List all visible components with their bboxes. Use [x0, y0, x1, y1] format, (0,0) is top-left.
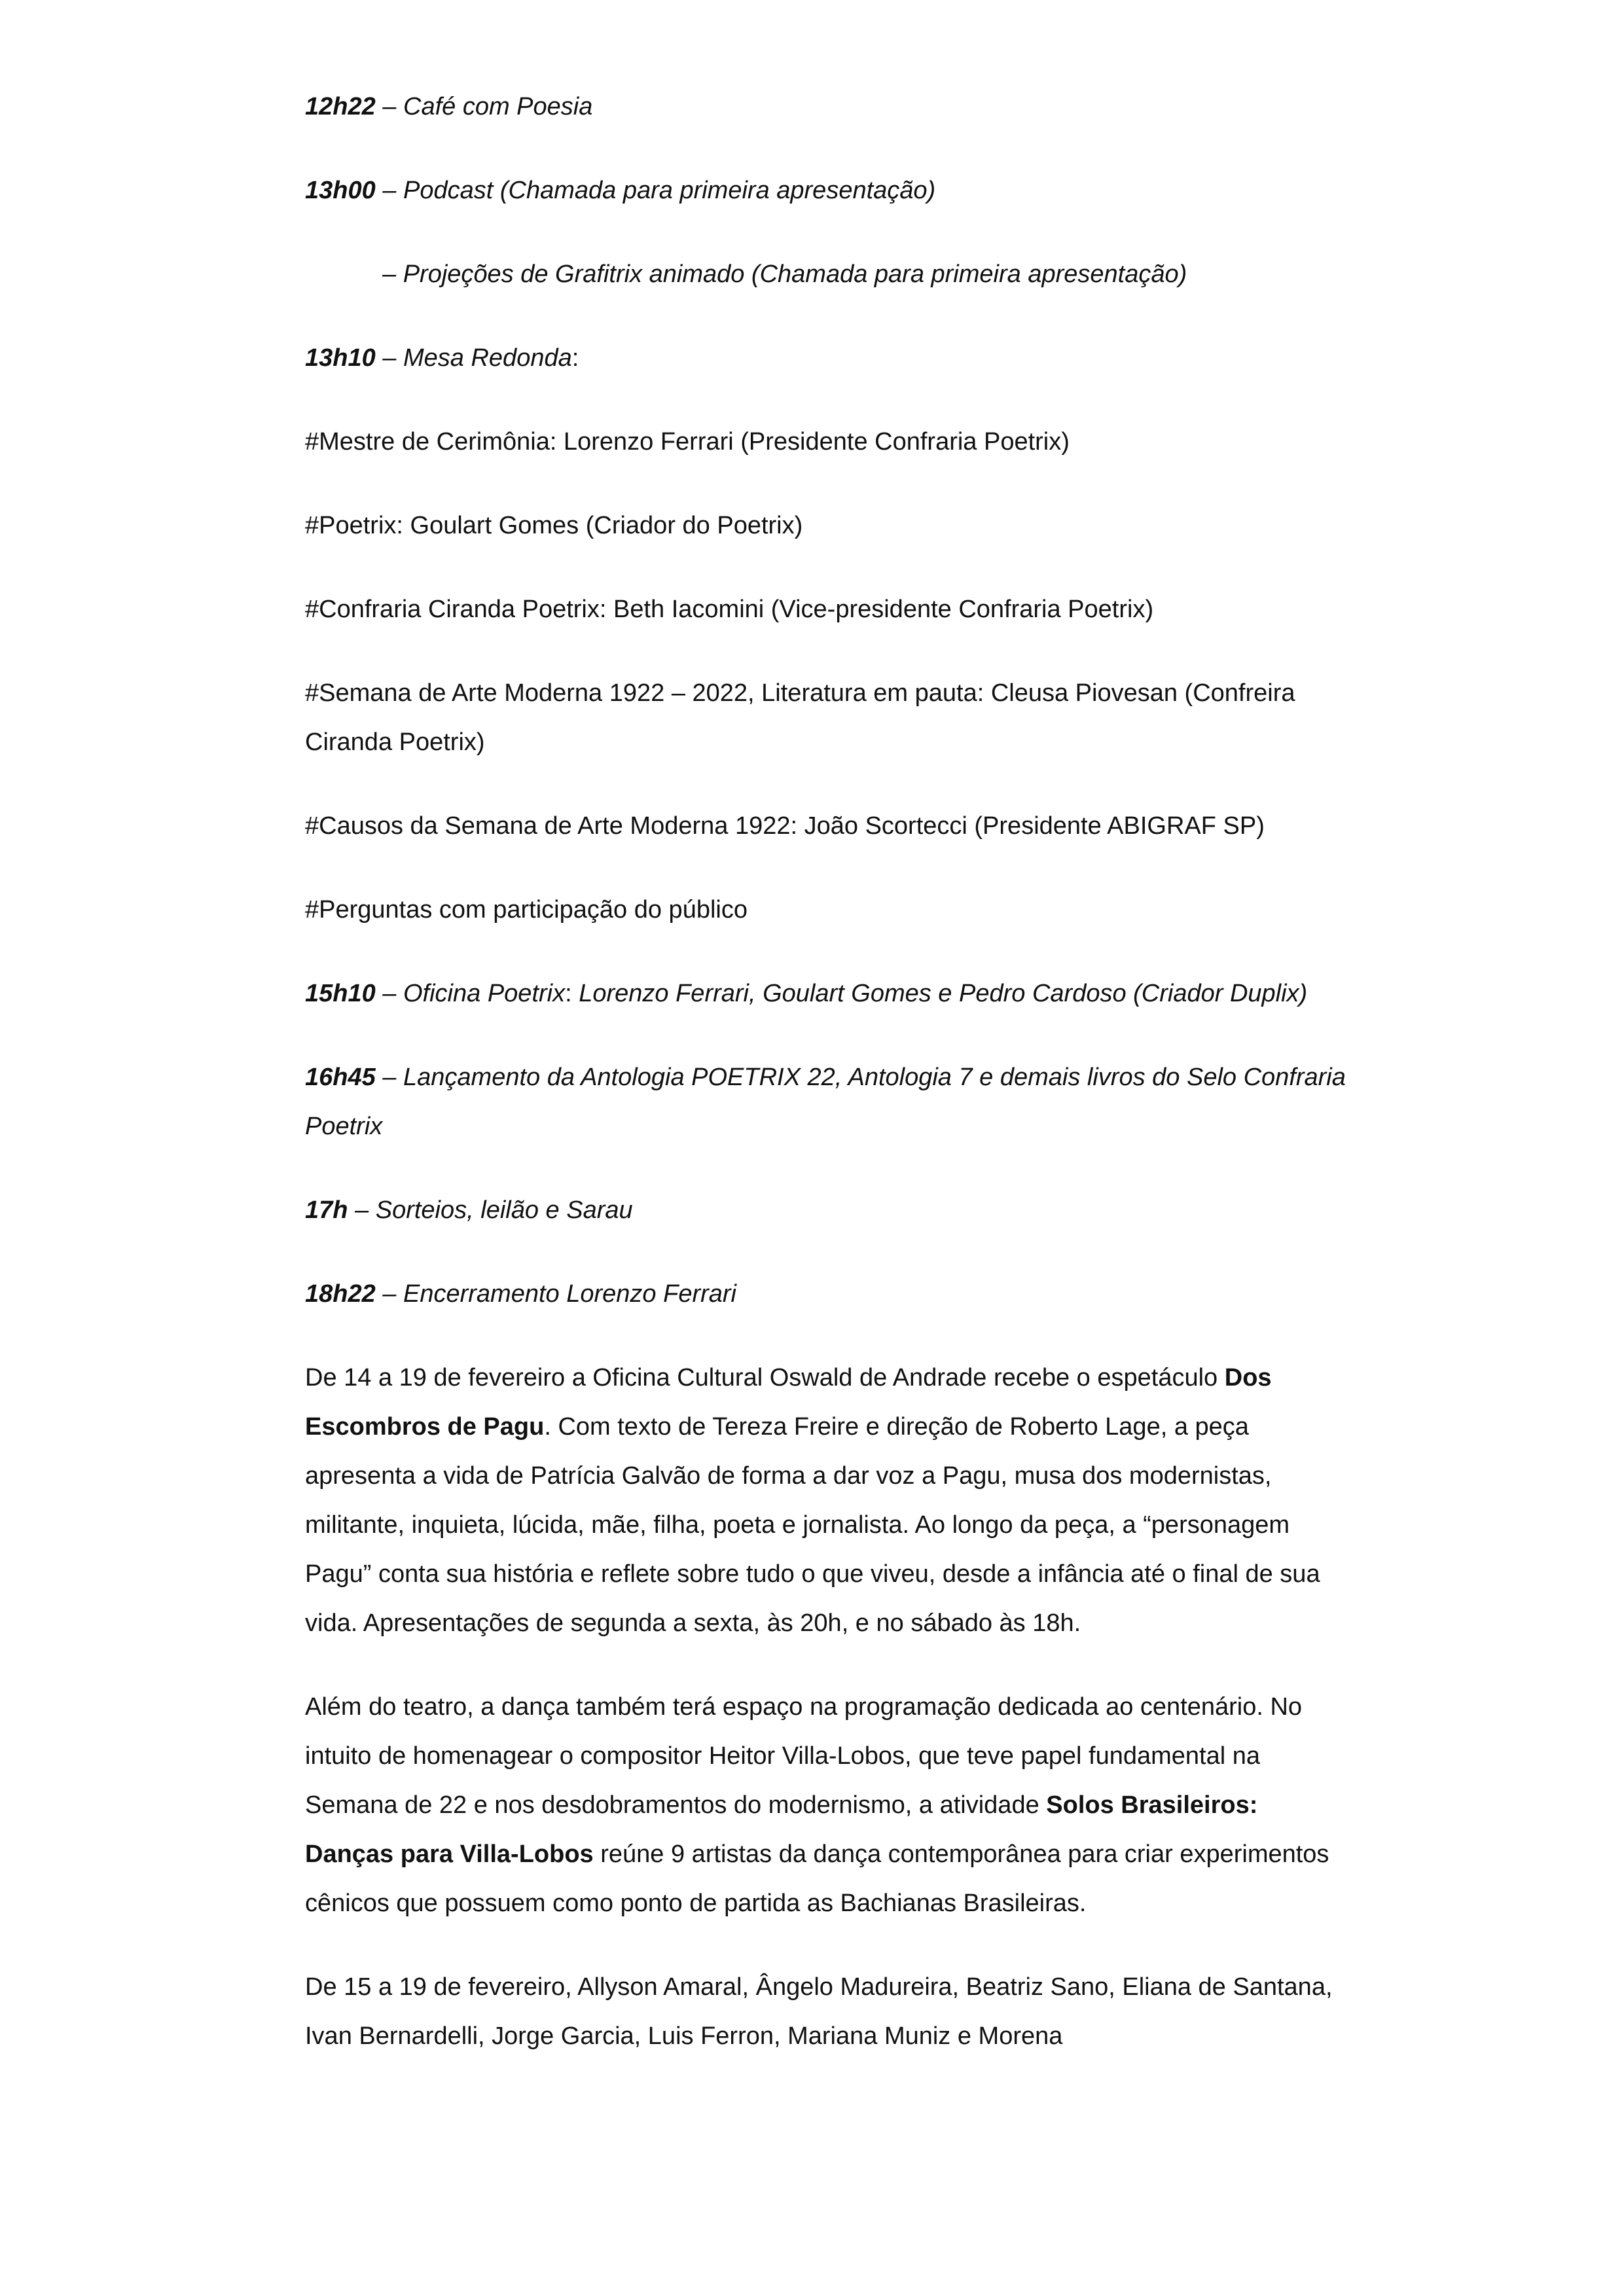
mesa-item-confraria: #Confraria Ciranda Poetrix: Beth Iacomini (Vice-presidente Confraria Poetrix)	[305, 596, 1154, 623]
schedule-desc: – Mesa Redonda	[375, 344, 572, 372]
schedule-desc-detail: Lorenzo Ferrari, Goulart Gomes e Pedro Cardoso (Criador Duplix)	[579, 980, 1308, 1007]
mesa-item-semana: #Semana de Arte Moderna 1922 – 2022, Literatura em pauta: Cleusa Piovesan (Confreira Ciranda Poetrix)	[305, 679, 1295, 756]
schedule-subitem-projecoes	[305, 250, 1346, 299]
play-title: Dos Escombros de Pagu	[305, 1364, 1272, 1441]
schedule-desc: – Sorteios, leilão e Sarau	[348, 1196, 633, 1224]
paragraph-danca	[305, 1683, 1346, 1928]
schedule-item-1510	[305, 969, 1346, 1018]
schedule-item-17h	[305, 1186, 1346, 1235]
schedule-colon: :	[565, 980, 579, 1007]
mesa-item-poetrix: #Poetrix: Goulart Gomes (Criador do Poetrix)	[305, 512, 803, 539]
schedule-time: 15h10	[305, 980, 376, 1007]
schedule-item-1222	[305, 82, 1346, 132]
schedule-desc: – Café com Poesia	[375, 93, 593, 120]
schedule-desc: – Oficina Poetrix	[375, 980, 566, 1007]
paragraph-text: Além do teatro, a dança também terá espaço na programação dedicada ao centenário. No intuito de homenagear o compositor Heitor Villa-Lobos, que teve papel fundamental na Semana de 22 e nos desdobramentos do modernismo, a atividade	[305, 1693, 1303, 1819]
schedule-colon: :	[571, 344, 579, 372]
schedule-desc: – Encerramento Lorenzo Ferrari	[375, 1280, 736, 1308]
schedule-item-1645	[305, 1053, 1346, 1151]
mesa-item-mestre: #Mestre de Cerimônia: Lorenzo Ferrari (Presidente Confraria Poetrix)	[305, 428, 1070, 456]
paragraph-text: De 14 a 19 de fevereiro a Oficina Cultural Oswald de Andrade recebe o espetáculo	[305, 1364, 1225, 1391]
schedule-time: 13h00	[305, 177, 376, 204]
mesa-item-causos: #Causos da Semana de Arte Moderna 1922: João Scortecci (Presidente ABIGRAF SP)	[305, 812, 1265, 840]
schedule-time: 13h10	[305, 344, 376, 372]
schedule-time: 17h	[305, 1196, 348, 1224]
activity-title: Solos Brasileiros: Danças para Villa-Lobos	[305, 1791, 1258, 1868]
paragraph-artistas: De 15 a 19 de fevereiro, Allyson Amaral, Ângelo Madureira, Beatriz Sano, Eliana de Santana, Ivan Bernardelli, Jorge Garcia, Luis Ferron, Mariana Muniz e Morena	[305, 1973, 1333, 2050]
paragraph-text: . Com texto de Tereza Freire e direção de Roberto Lage, a peça apresenta a vida de Patrícia Galvão de forma a dar voz a Pagu, musa dos modernistas, militante, inquieta, lúcida, mãe, filha, poeta e jornalista. Ao longo da peça, a “personagem Pagu” conta sua história e reflete sobre tudo o que viveu, desde a infância até o final de sua vida. Apresentações de segunda a sexta, às 20h, e no sábado às 18h.	[305, 1413, 1320, 1637]
document-body	[305, 82, 1346, 2096]
schedule-item-1300	[305, 166, 1346, 215]
schedule-desc: – Podcast (Chamada para primeira apresentação)	[375, 177, 936, 204]
schedule-desc: – Lançamento da Antologia POETRIX 22, Antologia 7 e demais livros do Selo Confraria Poetrix	[305, 1064, 1346, 1140]
paragraph-pagu	[305, 1354, 1346, 1648]
mesa-item-perguntas: #Perguntas com participação do público	[305, 896, 748, 924]
schedule-time: 18h22	[305, 1280, 376, 1308]
schedule-time: 16h45	[305, 1064, 376, 1091]
schedule-item-1310	[305, 334, 1346, 383]
schedule-item-1822	[305, 1270, 1346, 1319]
schedule-desc: – Projeções de Grafitrix animado (Chamada para primeira apresentação)	[382, 260, 1187, 288]
schedule-time: 12h22	[305, 93, 376, 120]
paragraph-text: reúne 9 artistas da dança contemporânea para criar experimentos cênicos que possuem como ponto de partida as Bachianas Brasileiras.	[305, 1840, 1329, 1917]
